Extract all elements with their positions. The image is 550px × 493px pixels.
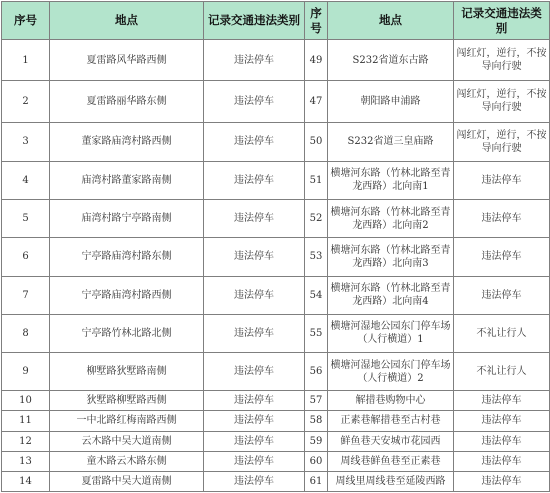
location-cell: 夏雷路风华路西侧 (50, 40, 204, 81)
index-cell: 61 (305, 471, 328, 491)
location-cell: 鲜鱼巷天安城市花园西 (328, 431, 454, 451)
location-cell: 童木路云木路东侧 (50, 451, 204, 471)
index-cell: 2 (2, 81, 50, 122)
header-location-2: 地点 (328, 2, 454, 40)
location-cell: 董家路庙湾村路西侧 (50, 122, 204, 161)
table-row (2, 40, 550, 81)
header-location-1: 地点 (50, 2, 204, 40)
location-cell: 庙湾村路宁亭路南侧 (50, 200, 204, 238)
location-cell: S232省道三皇庙路 (328, 122, 454, 161)
table-body (2, 40, 550, 492)
index-cell: 4 (2, 161, 50, 199)
violation-type-cell: 违法停车 (204, 451, 305, 471)
location-cell: S232省道东古路 (328, 40, 454, 81)
index-cell: 14 (2, 471, 50, 491)
violation-type-cell: 违法停车 (204, 238, 305, 276)
violation-type-cell: 违法停车 (204, 314, 305, 352)
location-cell: 正素巷解措巷至古村巷 (328, 411, 454, 431)
location-cell: 夏雷路丽华路东侧 (50, 81, 204, 122)
location-cell: 云木路中吴大道南侧 (50, 431, 204, 451)
violation-type-cell: 违法停车 (454, 391, 550, 411)
location-cell: 一中北路红梅南路西侧 (50, 411, 204, 431)
index-cell: 47 (305, 81, 328, 122)
violation-type-cell: 违法停车 (454, 451, 550, 471)
index-cell: 52 (305, 200, 328, 238)
location-cell: 横塘河湿地公园东门停车场（人行横道）1 (328, 314, 454, 352)
violation-type-cell: 违法停车 (454, 411, 550, 431)
violation-type-cell: 不礼让行人 (454, 353, 550, 391)
violation-type-cell: 闯红灯，逆行，不按导向行驶 (454, 40, 550, 81)
table-row (2, 353, 550, 391)
table-row (2, 276, 550, 314)
table-row (2, 200, 550, 238)
index-cell: 54 (305, 276, 328, 314)
table-header-row (2, 2, 550, 40)
header-violation-type-2: 记录交通违法类别 (454, 2, 550, 40)
location-cell: 柳墅路狄墅路南侧 (50, 353, 204, 391)
table-row (2, 161, 550, 199)
violation-type-cell: 违法停车 (204, 200, 305, 238)
index-cell: 11 (2, 411, 50, 431)
index-cell: 6 (2, 238, 50, 276)
location-cell: 狄墅路柳墅路西侧 (50, 391, 204, 411)
index-cell: 51 (305, 161, 328, 199)
index-cell: 9 (2, 353, 50, 391)
table-row (2, 122, 550, 161)
violation-type-cell: 违法停车 (454, 161, 550, 199)
location-cell: 横塘河东路（竹林北路至青龙西路）北向南3 (328, 238, 454, 276)
location-cell: 宁亭路庙湾村路东侧 (50, 238, 204, 276)
header-index-2: 序号 (305, 2, 328, 40)
violation-locations-table (1, 1, 550, 492)
index-cell: 7 (2, 276, 50, 314)
index-cell: 3 (2, 122, 50, 161)
index-cell: 50 (305, 122, 328, 161)
table-row (2, 314, 550, 352)
table-row (2, 431, 550, 451)
index-cell: 53 (305, 238, 328, 276)
location-cell: 横塘河东路（竹林北路至青龙西路）北向南1 (328, 161, 454, 199)
location-cell: 朝阳路申浦路 (328, 81, 454, 122)
violation-type-cell: 违法停车 (204, 411, 305, 431)
location-cell: 解措巷购物中心 (328, 391, 454, 411)
table-row (2, 451, 550, 471)
violation-type-cell: 违法停车 (454, 200, 550, 238)
location-cell: 横塘河东路（竹林北路至青龙西路）北向南2 (328, 200, 454, 238)
table-row (2, 81, 550, 122)
violation-type-cell: 违法停车 (454, 238, 550, 276)
index-cell: 1 (2, 40, 50, 81)
index-cell: 58 (305, 411, 328, 431)
index-cell: 57 (305, 391, 328, 411)
location-cell: 周线巷鲜鱼巷至正素巷 (328, 451, 454, 471)
violation-type-cell: 违法停车 (204, 161, 305, 199)
index-cell: 55 (305, 314, 328, 352)
violation-type-cell: 违法停车 (454, 276, 550, 314)
header-index-1: 序号 (2, 2, 50, 40)
index-cell: 60 (305, 451, 328, 471)
location-cell: 宁亭路竹林北路北侧 (50, 314, 204, 352)
index-cell: 49 (305, 40, 328, 81)
violation-type-cell: 闯红灯，逆行，不按导向行驶 (454, 122, 550, 161)
index-cell: 12 (2, 431, 50, 451)
violation-type-cell: 违法停车 (204, 471, 305, 491)
violation-type-cell: 违法停车 (204, 431, 305, 451)
index-cell: 10 (2, 391, 50, 411)
location-cell: 庙湾村路董家路南侧 (50, 161, 204, 199)
violation-type-cell: 闯红灯，逆行，不按导向行驶 (454, 81, 550, 122)
violation-type-cell: 不礼让行人 (454, 314, 550, 352)
index-cell: 56 (305, 353, 328, 391)
location-cell: 横塘河湿地公园东门停车场（人行横道）2 (328, 353, 454, 391)
violation-type-cell: 违法停车 (204, 40, 305, 81)
index-cell: 13 (2, 451, 50, 471)
table-row (2, 238, 550, 276)
violation-type-cell: 违法停车 (454, 431, 550, 451)
header-violation-type-1: 记录交通违法类别 (204, 2, 305, 40)
violation-type-cell: 违法停车 (204, 81, 305, 122)
location-cell: 周线里周线巷至延陵西路 (328, 471, 454, 491)
violation-type-cell: 违法停车 (204, 391, 305, 411)
violation-type-cell: 违法停车 (204, 122, 305, 161)
location-cell: 横塘河东路（竹林北路至青龙西路）北向南4 (328, 276, 454, 314)
table-row (2, 411, 550, 431)
violation-type-cell: 违法停车 (204, 353, 305, 391)
table-row (2, 471, 550, 491)
table-row (2, 391, 550, 411)
location-cell: 夏雷路中吴大道南侧 (50, 471, 204, 491)
violation-type-cell: 违法停车 (204, 276, 305, 314)
index-cell: 59 (305, 431, 328, 451)
violation-type-cell: 违法停车 (454, 471, 550, 491)
location-cell: 宁亭路庙湾村路西侧 (50, 276, 204, 314)
index-cell: 5 (2, 200, 50, 238)
index-cell: 8 (2, 314, 50, 352)
